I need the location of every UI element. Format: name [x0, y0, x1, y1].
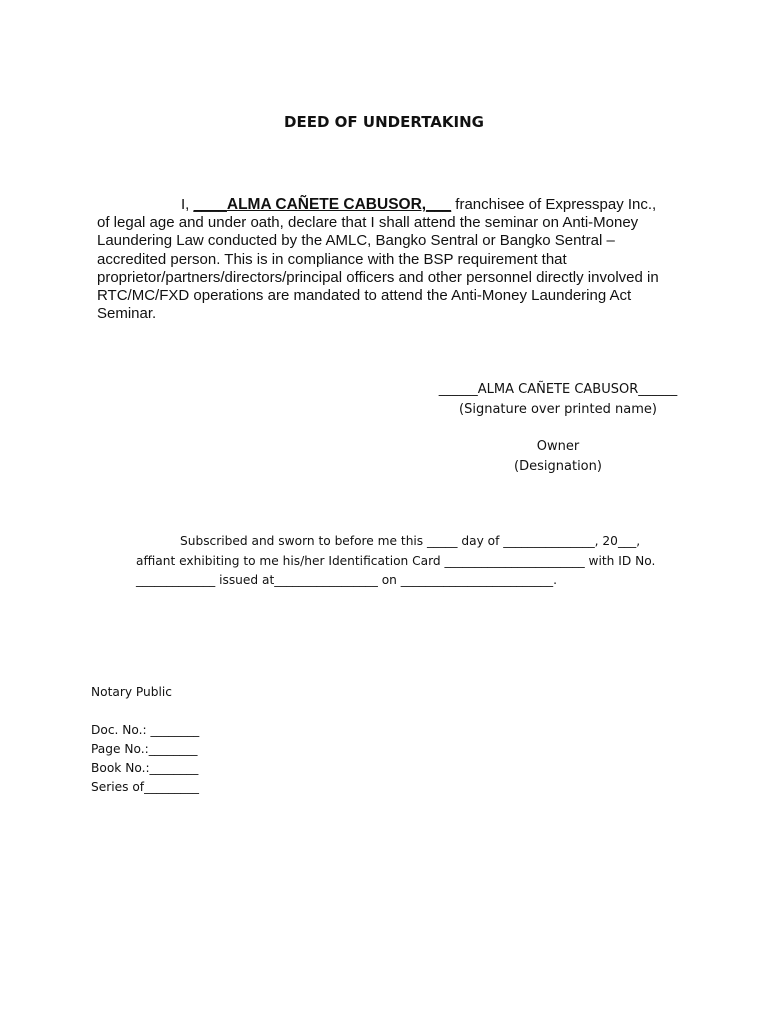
jurat-line-3: _____________ issued at_________________ on _________________________.: [136, 573, 557, 587]
notary-heading: Notary Public: [91, 685, 172, 699]
name-fill-line: [194, 196, 452, 213]
blank-before-name: ____: [193, 196, 227, 213]
designation-value: Owner: [536, 439, 580, 454]
page-number-field: Page No.:________: [91, 742, 198, 756]
body-prefix: I,: [181, 196, 194, 213]
affiant-name: ALMA CAÑETE CABUSOR,: [226, 196, 427, 213]
notary-section: [91, 683, 199, 797]
jurat-line-2: affiant exhibiting to me his/her Identification Card _______________________ with ID No.: [136, 553, 656, 568]
undertaking-paragraph: [97, 196, 672, 323]
signature-name-line: ______ALMA CAÑETE CABUSOR______: [438, 382, 678, 397]
signature-caption: (Signature over printed name): [459, 402, 657, 417]
signature-block: [436, 380, 680, 477]
blank-after-name: ___: [426, 196, 452, 213]
doc-number-field: Doc. No.: ________: [91, 723, 200, 737]
document-title: DEED OF UNDERTAKING: [284, 113, 484, 131]
jurat-line-1: Subscribed and sworn to before me this _____ day of _______________, 20___,: [180, 534, 641, 548]
jurat-section: [136, 532, 696, 591]
body-text: franchisee of Expresspay Inc., of legal age and under oath, declare that I shall attend the seminar on Anti-Money Laundering Law conducted by the AMLC, Bangko Sentral or Bangko Sentral – accredited person. This is in compliance with the BSP requirement that proprietor/partners/directors/principal officers and other personnel directly involved in RTC/MC/FXD operations are mandated to attend the Anti-Money Laundering Act Seminar.: [97, 196, 659, 323]
series-field: Series of_________: [91, 780, 199, 794]
book-number-field: Book No.:________: [91, 761, 199, 775]
designation-caption: (Designation): [514, 459, 602, 474]
